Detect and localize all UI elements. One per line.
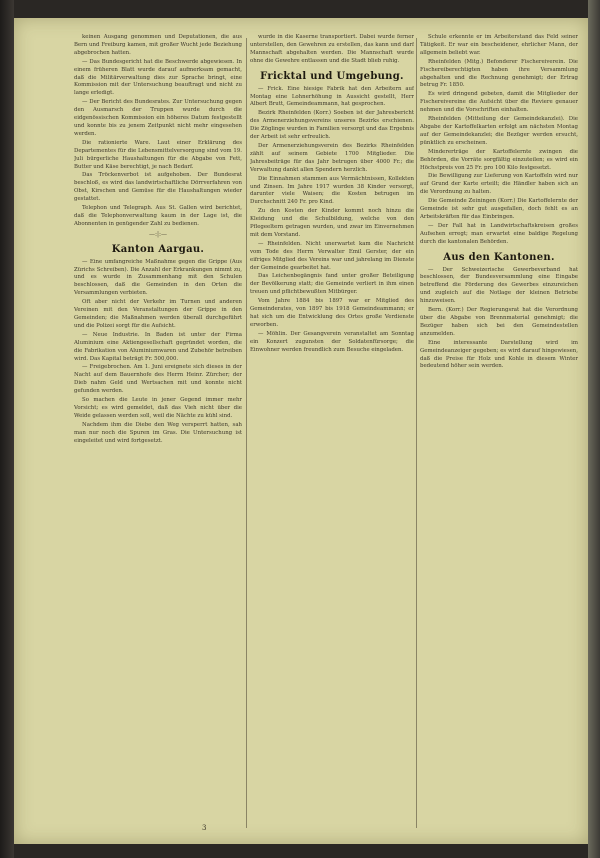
heading-fricktal: Fricktal und Umgebung.: [260, 70, 404, 82]
heading-aus-den-kantonen: Aus den Kantonen.: [443, 251, 555, 263]
paragraph: — Frick. Eine hiesige Fabrik hat den Arbeitern auf Montag eine Lohnerhöhung in Aussicht gestellt, Herr Albert Brutt, Gemeindeammann, hat gesprochen.: [250, 85, 414, 108]
paragraph: Rheinfelden (Mitteilung der Gemeindekanzlei). Die Abgabe der Kartoffelkarten erfolgt am nächsten Montag auf der Gemeindekanzlei; die Bezüger werden ersucht, pünktlich zu erscheinen.: [420, 116, 578, 146]
column-rule: [416, 38, 417, 828]
paragraph: Der Armenerziehungsverein des Bezirks Rheinfelden zählt auf seinem Gebiete 1700 Mitglieder. Die Jahresbeiträge für das Jahr betrugen über 4000 Fr.; die Verwaltung dankt allen Spendern herzlich.: [250, 142, 414, 173]
paragraph: Die Einnahmen stammen aus Vermächtnissen, Kollekten und Zinsen. Im Jahre 1917 wurden 38 Kinder versorgt, darunter viele Waisen; die Kosten betrugen im Durchschnitt 240 Fr. pro Kind.: [250, 175, 414, 206]
paragraph: — Möhlin. Der Gesangverein veranstaltet am Sonntag ein Konzert zugunsten der Soldatenfürsorge; die Einwohner werden freundlich zum Besuche eingeladen.: [250, 330, 414, 353]
paragraph: Telephon und Telegraph. Aus St. Gallen wird berichtet, daß die Telephonverwaltung kaum in der Lage ist, die Abonnenten in genügender Zahl zu bedienen.: [74, 205, 242, 227]
paragraph: keinen Ausgang genommen und Deputationen, die aus Bern und Freiburg kamen, mit großer Wucht jede Beziehung abgebrochen hatten.: [74, 34, 242, 56]
paragraph: Bezirk Rheinfelden (Korr.) Soeben ist der Jahresbericht des Armenerziehungsvereins unseres Bezirks erschienen. Die Zöglinge wurden in Familien versorgt und das Ergebnis der Arbeit ist sehr erfreulich.: [250, 110, 414, 141]
paragraph: Oft aber nicht der Verkehr im Turnen und anderen Vereinen mit den Veranstaltungen der Grippe in den Gemeinden; die Maßnahmen werden überall durchgeführt und die Polizei sorgt für die Aufsicht.: [74, 299, 242, 329]
paragraph: Das Leichenbegängnis fand unter großer Beteiligung der Bevölkerung statt; die Gemeinde verliert in ihm einen treuen und pflichtbewußten Mitbürger.: [250, 273, 414, 296]
paragraph: Schule erkennte er im Arbeiterstand das Feld seiner Tätigkeit. Er war ein bescheidener, ehrlicher Mann, der allgemein beliebt war.: [420, 34, 578, 56]
paragraph: So machen die Leute in jener Gegend immer mehr Vorsicht; es wird gemeldet, daß das Vieh nicht über die Weide gelassen werden soll, weil die Nächte zu kühl sind.: [74, 397, 242, 419]
paragraph: Zu den Kosten der Kinder kommt noch hinzu die Kleidung und die Schulbildung, welche von den Pflegeeltern getragen wurden, und zwar im Einvernehmen mit dem Vorstand.: [250, 208, 414, 238]
paragraph: — Der Bericht des Bundesrates. Zur Untersuchung gegen den Ausmarsch der Truppen wurde durch die eidgenössischen Kommission ein höheres Datum festgestellt und konnte bis zu jenem Zeitpunkt nicht mehr eingesehen werden.: [74, 99, 242, 137]
paragraph: Das Tröckenverbot ist aufgehoben. Der Bundesrat beschloß, es wird das landwirtschaftliche Dörrverfahren von Obst, Kirschen und Gemüse für die Haushaltungen wieder gestattet.: [74, 172, 242, 203]
paragraph: — Das Bundesgericht hat die Beschwerde abgewiesen. In einem früheren Blatt wurde darauf aufmerksam gemacht, daß die Militärverwaltung dies zur Sprache bringt, eine Kommission mit der Untersuchung beauftragt und nicht zu lange erledigt.: [74, 58, 242, 97]
paragraph: — Rheinfelden. Nicht unerwartet kam die Nachricht vom Tode des Herrn Verwalter Emil Gerster, der ein eifriges Mitglied des Vereins war und jahrelang im Dienste der Gemeinde gearbeitet hat.: [250, 240, 414, 271]
column-middle: [250, 34, 414, 834]
newspaper-page: [14, 18, 588, 844]
paragraph: Es wird dringend gebeten, damit die Mitglieder der Fischereivereine die Aufsicht über die Reviere genauer nehmen und die Vorschriften einhalten.: [420, 91, 578, 114]
heading-kanton-aargau: Kanton Aargau.: [111, 243, 205, 255]
page-edge: [588, 0, 600, 858]
paragraph: Bern. (Korr.) Der Regierungsrat hat die Verordnung über die Abgabe von Brennmaterial genehmigt; die Bezüger haben sich bei den Gemeindestellen anzumelden.: [420, 307, 578, 337]
section-separator: —:|:—: [148, 230, 168, 238]
paragraph: — Freigebrochen. Am 1. Juni ereignete sich dieses in der Nacht auf dem Bauernhofe des Herrn Heinr. Zürcher; der Dieb nahm Geld und Wertsachen mit und konnte nicht gefunden werden.: [74, 364, 242, 395]
paragraph: wurde in die Kaserne transportiert. Dabei wurde ferner unterstellen, den Gewehren zu erstellen, das kann und darf Mannschaft abgehalten werden. Die Mannschaft wurde ohne die Gewehre entlassen und die Stadt blieb ruhig.: [250, 34, 414, 64]
paragraph: — Eine umfangreiche Maßnahme gegen die Grippe (Aus Zürichs Schreiben). Die Anzahl der Erkrankungen nimmt zu, und es wurde in Zusammenhang mit den Schulen beschlossen, daß die Gemeinden in den Orten die Versammlungen verbieten.: [74, 258, 242, 297]
paragraph: Die rationierte Ware. Laut einer Erklärung des Departementes für die Lebensmittelversorgung sind vom 19. Juli bürgerliche Haushaltungen für die Abgabe von Fett, Butter und Käse berechtigt, je nach Bedarf.: [74, 139, 242, 170]
column-right: [420, 34, 578, 834]
paragraph: Mindererträge der Kartoffelernte zwingen die Behörden, die Vorräte sorgfältig einzuteilen; es wird ein Höchstpreis von 25 Fr. pro 100 Kilo festgesetzt.: [420, 148, 578, 171]
paragraph: Die Gemeinde Zeiningen (Korr.) Die Kartoffelernte der Gemeinde ist sehr gut ausgefallen, doch fehlt es an Arbeitskräften für das Einbringen.: [420, 198, 578, 220]
paragraph: — Der Schweizerische Gewerbeverband hat beschlossen, der Bundesversammlung eine Eingabe betreffend die Förderung des Gewerbes einzureichen und zugleich auf die Notlage der kleinen Betriebe hinzuweisen.: [420, 266, 578, 305]
paragraph: Rheinfelden (Mitg.) Befonderer Fischereiverein. Die Fischereiberechtigten haben ihre Versammlung abgehalten und die Rechnung genehmigt; der Ertrag betrug Fr. 1850.: [420, 58, 578, 89]
paragraph: Eine interessante Darstellung wird im Gemeindeanzeiger gegeben; es wird darauf hingewiesen, daß die Preise für Holz und Kohle in diesem Winter bedeutend höher sein werden.: [420, 339, 578, 370]
column-rule: [246, 38, 247, 828]
paragraph: Die Bewilligung zur Lieferung von Kartoffeln wird nur auf Grund der Karte erteilt; die Händler haben sich an die Verordnung zu halten.: [420, 173, 578, 196]
column-left: [74, 34, 242, 834]
book-binding: [0, 0, 14, 858]
paragraph: Nachdem ihm die Diebe den Weg versperrt hatten, sah man nur noch die Spuren im Gras. Die Untersuchung ist eingeleitet und wird fortgesetzt.: [74, 421, 242, 444]
page-number: 3: [202, 824, 207, 832]
paragraph: — Neue Industrie. In Baden ist unter der Firma Aluminium eine Aktiengesellschaft gegründet worden, die die Fabrikation von Aluminiumwaren und Zubehör betreiben wird. Das Kapital beträgt Fr. 500,000.: [74, 331, 242, 362]
paragraph: — Der Fall hat in Landwirtschaftskreisen großes Aufsehen erregt; man erwartet eine baldige Regelung durch die kantonalen Behörden.: [420, 222, 578, 245]
paragraph: Vom Jahre 1884 bis 1897 war er Mitglied des Gemeinderates, von 1897 bis 1918 Gemeindeammann; er hat sich um die Entwicklung des Ortes große Verdienste erworben.: [250, 298, 414, 328]
